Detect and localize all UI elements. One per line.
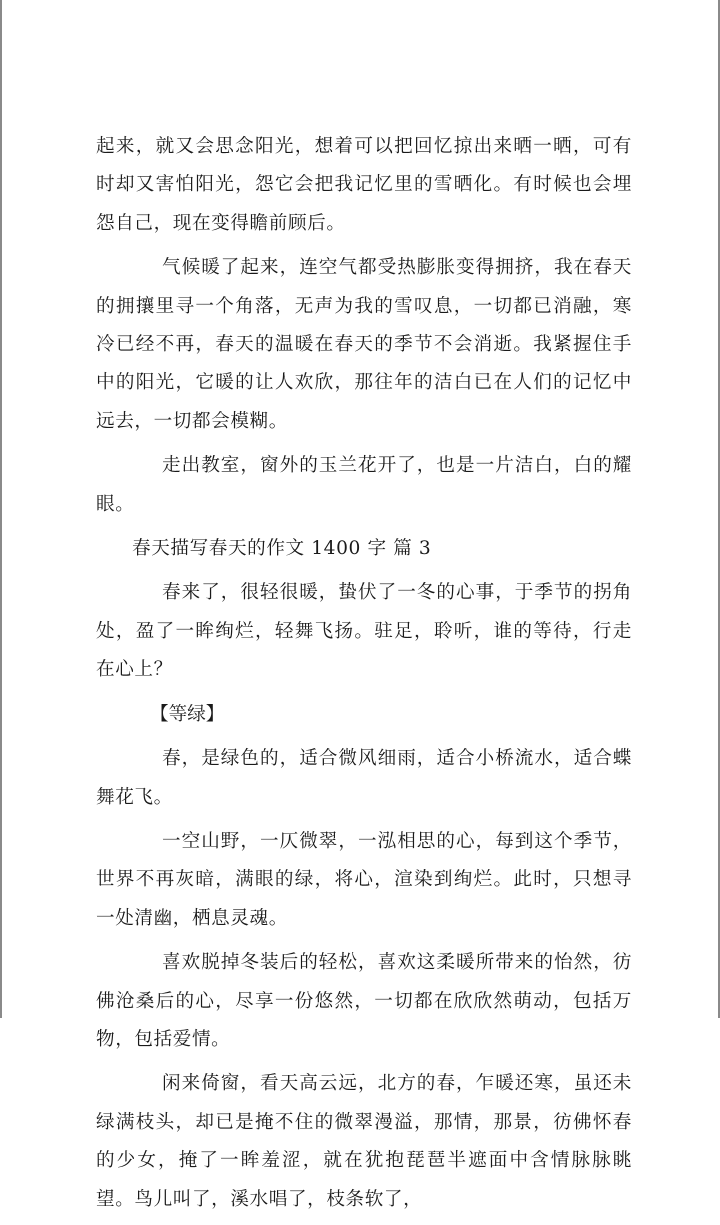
paragraph-spring-green: 春，是绿色的，适合微风细雨，适合小桥流水，适合蝶舞花飞。 <box>96 748 632 808</box>
paragraph-spring-arrives: 春来了，很轻很暖，蛰伏了一冬的心事，于季节的拐角处，盈了一眸绚烂，轻舞飞扬。驻足，聆听，谁的等待，行走在心上？ <box>96 582 632 681</box>
paragraph-light-clothes: 喜欢脱掉冬装后的轻松，喜欢这柔暖所带来的怡然，彷佛沧桑后的心，尽享一份悠然，一切都在欣欣然萌动，包括万物，包括爱情。 <box>96 952 632 1050</box>
paragraph-mountain-field: 一空山野，一仄微翠，一泓相思的心，每到这个季节，世界不再灰暗，满眼的绿，将心，渲染到绚烂。此时，只想寻一处清幽，栖息灵魂。 <box>96 830 632 929</box>
page-border-left <box>0 0 2 1018</box>
paragraph-magnolia: 走出教室，窗外的玉兰花开了，也是一片洁白，白的耀眼。 <box>96 455 632 515</box>
document-page <box>96 128 632 1225</box>
paragraph-window-view: 闲来倚窗，看天高云远，北方的春，乍暖还寒，虽还未绿满枝头，却已是掩不住的微翠漫溢，那情，那景，彷佛怀春的少女，掩了一眸羞涩，就在犹抱琵琶半遮面中含情脉脉眺望。鸟儿叫了，溪水唱了，枝条软了， <box>96 1073 632 1210</box>
essay-heading: 春天描写春天的作文 1400 字 篇 3 <box>132 538 432 560</box>
paragraph-spring-warmth: 气候暖了起来，连空气都受热膨胀变得拥挤，我在春天的拥攘里寻一个角落，无声为我的雪叹息，一切都已消融，寒冷已经不再，春天的温暖在春天的季节不会消逝。我紧握住手中的阳光，它暖的让人欢欣，那往年的洁白已在人们的记忆中远去，一切都会模糊。 <box>96 257 632 432</box>
section-heading-waiting-green: 【等绿】 <box>150 703 225 725</box>
paragraph-continuation: 起来，就又会思念阳光，想着可以把回忆掠出来晒一晒，可有时却又害怕阳光，怨它会把我记忆里的雪晒化。有时候也会埋怨自己，现在变得瞻前顾后。 <box>96 136 632 234</box>
